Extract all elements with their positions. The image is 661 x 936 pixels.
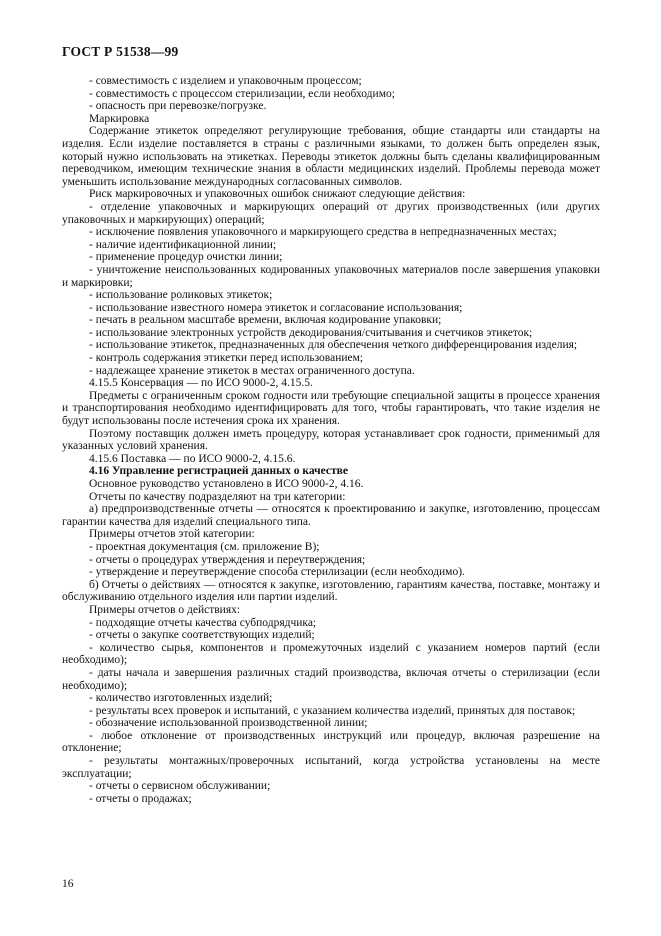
list-item: - применение процедур очистки линии; [89, 251, 283, 264]
list-item: - опасность при перевозке/погрузке. [89, 100, 267, 113]
list-item: - обозначение использованной производственной линии; [89, 717, 368, 730]
list-item: - подходящие отчеты качества субподрядчика; [89, 616, 317, 629]
document-header: ГОСТ Р 51538—99 [62, 44, 179, 59]
list-item: - отчеты о сервисном обслуживании; [89, 780, 271, 793]
paragraph: Поэтому поставщик должен иметь процедуру, которая устанавливает срок годности, применимый для указанных условий хранения. [62, 427, 600, 453]
list-item: - результаты монтажных/проверочных испытаний, когда устройства установлены на месте эксплуатации; [62, 755, 600, 780]
list-item: - утверждение и переутверждение способа стерилизации (если необходимо). [89, 566, 465, 579]
section-heading: 4.16 Управление регистрацией данных о качестве [89, 465, 348, 478]
list-item: - количество сырья, компонентов и промежуточных изделий с указанием номеров партий (если необходимо); [62, 641, 600, 667]
clause-heading: 4.15.5 Консервация — по ИСО 9000-2, 4.15.5. [89, 377, 313, 390]
list-item: - контроль содержания этикетки перед использованием; [89, 352, 364, 365]
paragraph: Риск маркировочных и упаковочных ошибок снижают следующие действия: [89, 188, 466, 201]
list-item: - исключение появления упаковочного и маркирующего средства в непредназначенных местах; [89, 226, 557, 239]
page-number: 16 [62, 878, 74, 890]
list-item: - результаты всех проверок и испытаний, с указанием количества изделий, принятых для поставок; [89, 704, 576, 717]
list-item: - совместимость с изделием и упаковочным процессом; [89, 75, 362, 87]
section-heading: Маркировка [89, 112, 150, 125]
list-item: - использование роликовых этикеток; [89, 289, 273, 302]
list-item: - отделение упаковочных и маркирующих операций от других производственных (или других упаковочных и маркирующих) операций; [62, 200, 600, 226]
paragraph: Основное руководство установлено в ИСО 9000-2, 4.16. [89, 478, 364, 490]
list-item: - отчеты о закупке соответствующих изделий; [89, 629, 315, 642]
paragraph: Отчеты по качеству подразделяют на три категории: [89, 490, 346, 503]
document-body [62, 75, 600, 805]
list-item: - использование электронных устройств декодирования/считывания и счетчиков этикеток; [89, 326, 533, 339]
list-item: - любое отклонение от производственных инструкций или процедур, включая разрешение на отклонение; [62, 729, 600, 755]
list-item: - совместимость с процессом стерилизации, если необходимо; [89, 87, 395, 100]
list-item: - использование известного номера этикеток и согласование использования; [89, 301, 463, 314]
list-item: - отчеты о продажах; [89, 792, 192, 805]
paragraph: а) предпроизводственные отчеты — относятся к проектированию и закупке, изготовлению, процессам гарантии качества для изделий специального типа. [62, 503, 600, 528]
list-item: - печать в реальном масштабе времени, включая кодирование упаковки; [89, 314, 442, 327]
paragraph: Предметы с ограниченным сроком годности или требующие специальной защиты в процессе хранения и транспортирования необходимо идентифицировать для того, чтобы гарантировать, что такие изделия не будут использованы после истечения срока их хранения. [62, 389, 600, 428]
clause-heading: 4.15.6 Поставка — по ИСО 9000-2, 4.15.6. [89, 452, 296, 465]
paragraph: Примеры отчетов этой категории: [89, 528, 255, 541]
list-item: - использование этикеток, предназначенных для обеспечения четкого дифференцирования изделия; [89, 339, 578, 352]
list-item: - наличие идентификационной линии; [89, 238, 277, 251]
list-item: - проектная документация (см. приложение В); [89, 540, 320, 553]
paragraph: б) Отчеты о действиях — относятся к закупке, изготовлению, гарантиям качества, поставке, монтажу и обслуживанию отдельного изделия или партии изделий. [62, 578, 600, 604]
list-item: - даты начала и завершения различных стадий производства, включая отчеты о стерилизации (если необходимо); [62, 666, 600, 692]
list-item: - отчеты о процедурах утверждения и переутверждения; [89, 553, 366, 566]
paragraph: Содержание этикеток определяют регулирующие требования, общие стандарты или стандарты на изделия. Если изделие поставляется в страны с различными языками, то должен быть определен язык, который нужно использовать на этикетках. Переводы этикеток должны быть сделаны квалифицированным переводчиком, имеющим технические знания в области медицинских изделий. Проблемы перевода может уменьшить использование международных согласованных символов. [62, 125, 600, 188]
list-item: - уничтожение неиспользованных кодированных упаковочных материалов после завершения упаковки и маркировки; [62, 263, 600, 289]
list-item: - надлежащее хранение этикеток в местах ограниченного доступа. [89, 364, 415, 377]
paragraph: Примеры отчетов о действиях: [89, 603, 241, 616]
list-item: - количество изготовленных изделий; [89, 692, 273, 705]
